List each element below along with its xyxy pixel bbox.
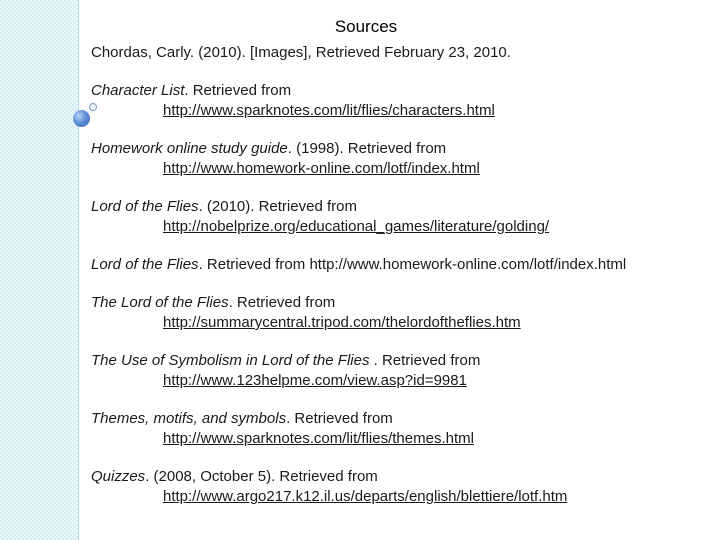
source-link[interactable]: http://www.homework-online.com/lotf/index.html bbox=[309, 256, 627, 273]
source-entry bbox=[91, 293, 706, 333]
entry-title: Character List bbox=[91, 82, 185, 99]
bullet-dot-icon bbox=[73, 110, 90, 127]
source-entry bbox=[91, 139, 706, 179]
entry-title: Quizzes bbox=[91, 468, 146, 485]
entry-title: The Lord of the Flies bbox=[91, 294, 229, 311]
source-entry bbox=[91, 409, 706, 449]
page-title: Sources bbox=[334, 17, 398, 36]
entry-title: Homework online study guide bbox=[91, 140, 288, 157]
entry-title: Lord of the Flies bbox=[91, 198, 199, 215]
entry-text: . Retrieved from bbox=[369, 352, 481, 369]
source-link[interactable]: http://www.sparknotes.com/lit/flies/themes.html bbox=[163, 430, 474, 447]
entry-text: . Retrieved from bbox=[184, 82, 292, 99]
source-link[interactable]: http://www.123helpme.com/view.asp?id=9981 bbox=[163, 372, 467, 389]
source-link[interactable]: http://www.argo217.k12.il.us/departs/english/blettiere/lotf.htm bbox=[163, 488, 568, 505]
entry-text: . (1998). Retrieved from bbox=[287, 140, 447, 157]
entry-title: The Use of Symbolism in Lord of the Flies bbox=[91, 352, 370, 369]
source-entry bbox=[91, 197, 706, 237]
entry-text: Chordas, Carly. (2010). [Images], Retrieved February 23, 2010. bbox=[91, 44, 511, 61]
source-link[interactable]: http://www.sparknotes.com/lit/flies/characters.html bbox=[163, 102, 495, 119]
source-link[interactable]: http://www.homework-online.com/lotf/index.html bbox=[163, 160, 480, 177]
entry-text: . Retrieved from bbox=[198, 256, 306, 273]
entry-text: . (2010). Retrieved from bbox=[198, 198, 357, 215]
sources-list bbox=[91, 43, 706, 525]
source-link[interactable]: http://summarycentral.tripod.com/thelordoftheflies.htm bbox=[163, 314, 521, 331]
source-entry bbox=[91, 351, 706, 391]
entry-text: . Retrieved from bbox=[228, 294, 336, 311]
decorative-side-band bbox=[0, 0, 79, 540]
source-link[interactable]: http://nobelprize.org/educational_games/literature/golding/ bbox=[163, 218, 550, 235]
source-entry bbox=[91, 255, 706, 275]
entry-text: . Retrieved from bbox=[286, 410, 393, 427]
entry-text: . (2008, October 5). Retrieved from bbox=[145, 468, 378, 485]
entry-title: Themes, motifs, and symbols bbox=[91, 410, 287, 427]
source-entry bbox=[91, 43, 706, 63]
source-entry bbox=[91, 467, 706, 507]
source-entry bbox=[91, 81, 706, 121]
entry-title: Lord of the Flies bbox=[91, 256, 199, 273]
